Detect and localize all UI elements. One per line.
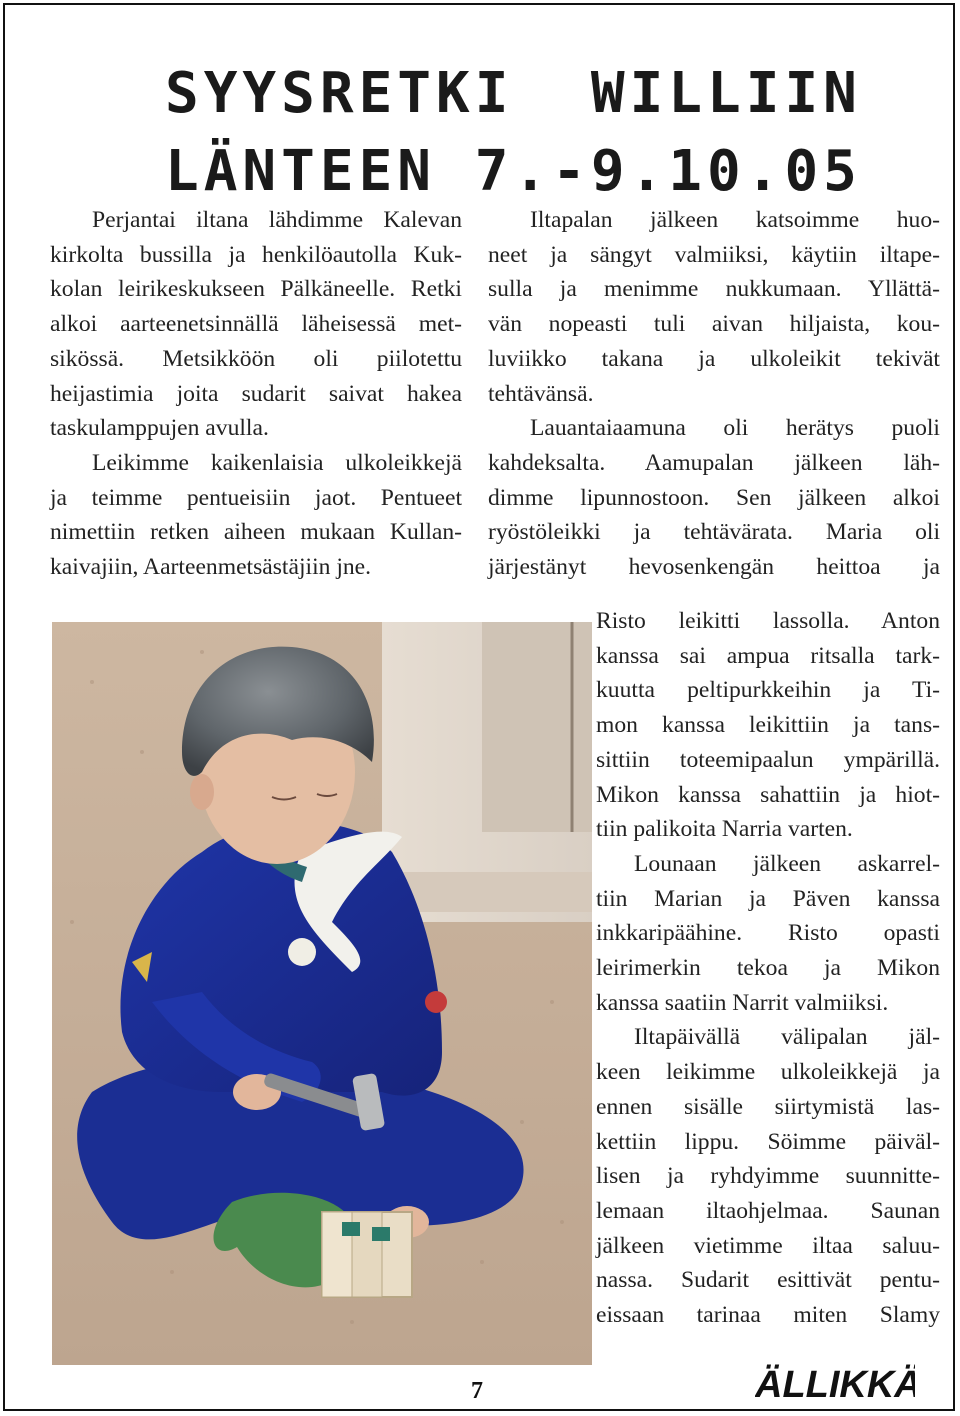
paragraph-line: keen leikimme ulkoleikkejä ja — [596, 1059, 940, 1086]
paragraph-line: kanssa saatiin Narrit valmiiksi. — [596, 989, 889, 1016]
left-column-text — [50, 203, 462, 585]
paragraph-line: luviikko takana ja ulkoleikit tekivät — [488, 345, 940, 372]
paragraph-line: ennen sisälle siirtymistä las- — [596, 1093, 940, 1120]
paragraph-line: alkoi aarteenetsinnällä läheisessä met- — [50, 311, 462, 338]
paragraph-line: kanssa sai ampua ritsalla tark- — [596, 642, 940, 669]
paragraph-line: kettiin lippu. Söimme päiväl- — [596, 1128, 940, 1155]
page-number: 7 — [471, 1378, 483, 1404]
paragraph-line: mon kanssa leikittiin ja tans- — [596, 712, 940, 739]
paragraph-line: tiin Marian ja Päven kanssa — [596, 885, 940, 912]
paragraph-line: sikössä. Metsikköön oli piilotettu — [50, 345, 462, 372]
paragraph-line: lisen ja ryhdyimme suunnitte- — [596, 1163, 940, 1190]
article-title — [165, 55, 925, 211]
paragraph-line: Leikimme kaikenlaisia ulkoleikkejä — [92, 449, 462, 476]
paragraph-line: tiin palikoita Narria varten. — [596, 816, 853, 843]
paragraph-line: nassa. Sudarit esittivät pentu- — [596, 1267, 940, 1294]
paragraph-line: jälkeen vietimme iltaa saluu- — [596, 1232, 940, 1259]
paragraph-line: leirimerkin tekoa ja Mikon — [596, 955, 940, 982]
paragraph-line: kirkolta bussilla ja henkilöautolla Kuk- — [50, 241, 462, 268]
paragraph-line: kuutta peltipurkkeihin ja Ti- — [596, 677, 940, 704]
paragraph-line: vän nopeasti tuli aivan hiljaista, kou- — [488, 311, 940, 338]
paragraph-line: sulla ja menimme nukkumaan. Yllättä- — [488, 276, 940, 303]
paragraph-line: ryöstöleikki ja tehtävärata. Maria oli — [488, 519, 940, 546]
paragraph-line: neet ja sängyt valmiiksi, käytiin iltape- — [488, 241, 940, 268]
allikka-logo — [755, 1363, 915, 1403]
title-line-2: LÄNTEEN 7.-9.10.05 — [165, 139, 862, 204]
paragraph-line: sittiin toteemipaalun ympärillä. — [596, 746, 940, 773]
paragraph-line: lemaan iltaohjelmaa. Saunan — [596, 1197, 940, 1224]
paragraph-line: Mikon kanssa sahattiin ja hiot- — [596, 781, 940, 808]
paragraph-line: Lauantaiaamuna oli herätys puoli — [530, 415, 940, 442]
paragraph-line: eissaan tarinaa miten Slamy — [596, 1302, 940, 1329]
paragraph-line: heijastimia joita sudarit saivat hakea — [50, 380, 462, 407]
paragraph-line: Perjantai iltana lähdimme Kalevan — [92, 207, 462, 233]
paragraph-line: nimettiin retken aiheen mukaan Kullan- — [50, 519, 462, 546]
right-column-text — [488, 203, 940, 585]
boy-hammering-photo — [52, 622, 592, 1365]
paragraph-line: ja teimme pentueisiin jaot. Pentueet — [50, 484, 462, 511]
paragraph-line: tehtävänsä. — [488, 380, 594, 407]
paragraph-line: inkkaripäähine. Risto opasti — [596, 920, 940, 947]
paragraph-line: järjestänyt hevosenkengän heittoa ja — [488, 554, 940, 581]
wrap-column-text — [596, 604, 940, 1333]
svg-text:ÄLLIKKÄ: ÄLLIKKÄ — [755, 1364, 915, 1403]
paragraph-line: taskulamppujen avulla. — [50, 415, 269, 442]
title-line-1: SYYSRETKI WILLIIN — [165, 61, 862, 126]
paragraph-line: Iltapäivällä välipalan jäl- — [634, 1024, 940, 1051]
paragraph-line: kaivajiin, Aarteenmetsästäjiin jne. — [50, 554, 372, 581]
paragraph-line: Risto leikitti lassolla. Anton — [596, 608, 940, 634]
paragraph-line: kahdeksalta. Aamupalan jälkeen läh- — [488, 449, 940, 476]
paragraph-line: Lounaan jälkeen askarrel- — [634, 850, 940, 877]
paragraph-line: kolan leirikeskukseen Pälkäneelle. Retki — [50, 276, 462, 303]
paragraph-line: dimme lipunnostoon. Sen jälkeen alkoi — [488, 484, 940, 511]
paragraph-line: Iltapalan jälkeen katsoimme huo- — [530, 207, 940, 233]
